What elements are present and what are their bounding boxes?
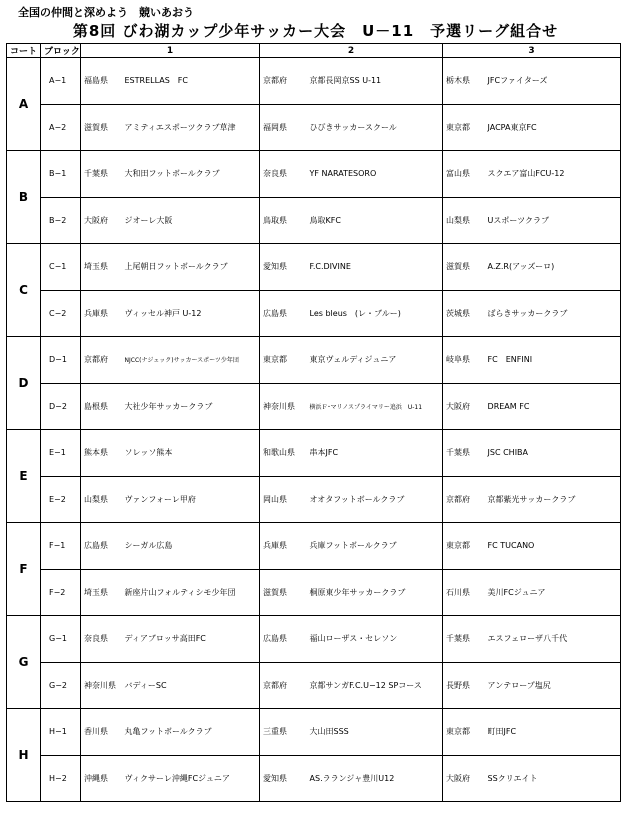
team-cell: シーガル広島 <box>122 523 260 570</box>
prefecture-cell: 京都府 <box>260 662 307 709</box>
prefecture-cell: 広島県 <box>260 616 307 663</box>
team-cell: SSクリエイト <box>485 755 621 802</box>
table-row <box>7 58 621 105</box>
prefecture-cell: 埼玉県 <box>81 244 122 291</box>
prefecture-cell: 奈良県 <box>260 151 307 198</box>
team-cell: ヴィクサーレ沖縄FCジュニア <box>122 755 260 802</box>
block-cell: H−1 <box>41 709 81 756</box>
team-cell: JFCファイターズ <box>485 58 621 105</box>
prefecture-cell: 沖縄県 <box>81 755 122 802</box>
team-cell: FC TUCANO <box>485 523 621 570</box>
team-cell: NJCC(ナジェック)サッカースポーツ少年団 <box>122 337 260 384</box>
team-cell: Uスポーツクラブ <box>485 197 621 244</box>
prefecture-cell: 大阪府 <box>443 383 485 430</box>
team-cell: 横浜Ｆ･マリノスプライマリー追浜 U-11 <box>307 383 443 430</box>
prefecture-cell: 香川県 <box>81 709 122 756</box>
table-row <box>7 476 621 523</box>
team-cell: Les bleus (レ・ブルー) <box>307 290 443 337</box>
prefecture-cell: 神奈川県 <box>260 383 307 430</box>
block-cell: B−2 <box>41 197 81 244</box>
court-label: C <box>7 244 41 337</box>
team-cell: 上尾朝日フットボールクラブ <box>122 244 260 291</box>
prefecture-cell: 愛知県 <box>260 755 307 802</box>
block-cell: C−2 <box>41 290 81 337</box>
prefecture-cell: 和歌山県 <box>260 430 307 477</box>
prefecture-cell: 大阪府 <box>443 755 485 802</box>
team-cell: 新座片山フォルティシモ少年団 <box>122 569 260 616</box>
court-label: F <box>7 523 41 616</box>
schedule-table <box>6 43 621 802</box>
table-row <box>7 244 621 291</box>
prefecture-cell: 東京都 <box>260 337 307 384</box>
team-cell: 京都長岡京SS U-11 <box>307 58 443 105</box>
block-cell: E−2 <box>41 476 81 523</box>
block-cell: B−1 <box>41 151 81 198</box>
team-cell: JSC CHIBA <box>485 430 621 477</box>
team-cell: アンテロープ塩尻 <box>485 662 621 709</box>
team-cell: JACPA東京FC <box>485 104 621 151</box>
prefecture-cell: 兵庫県 <box>260 523 307 570</box>
team-cell: FC ENFINI <box>485 337 621 384</box>
col-court-header: コート <box>7 44 41 58</box>
prefecture-cell: 石川県 <box>443 569 485 616</box>
team-cell: 桐原東少年サッカークラブ <box>307 569 443 616</box>
prefecture-cell: 大阪府 <box>81 197 122 244</box>
table-row <box>7 290 621 337</box>
team-cell: ジオーレ大阪 <box>122 197 260 244</box>
prefecture-cell: 千葉県 <box>81 151 122 198</box>
table-row <box>7 151 621 198</box>
court-label: E <box>7 430 41 523</box>
table-row <box>7 662 621 709</box>
prefecture-cell: 埼玉県 <box>81 569 122 616</box>
team-cell: 丸亀フットボールクラブ <box>122 709 260 756</box>
col-block-header: ブロック <box>41 44 81 58</box>
team-cell: 兵庫フットボールクラブ <box>307 523 443 570</box>
court-label: A <box>7 58 41 151</box>
table-row <box>7 616 621 663</box>
team-cell: アミティエスポーツクラブ草津 <box>122 104 260 151</box>
table-row <box>7 383 621 430</box>
team-cell: YF NARATESORO <box>307 151 443 198</box>
team-cell: スクエア富山FCU-12 <box>485 151 621 198</box>
prefecture-cell: 岐阜県 <box>443 337 485 384</box>
col-1-header: 1 <box>81 44 260 58</box>
prefecture-cell: 愛知県 <box>260 244 307 291</box>
col-2-header: 2 <box>260 44 443 58</box>
team-cell: オオタフットボールクラブ <box>307 476 443 523</box>
table-row <box>7 104 621 151</box>
prefecture-cell: 茨城県 <box>443 290 485 337</box>
team-cell: F.C.DIVINE <box>307 244 443 291</box>
prefecture-cell: 京都府 <box>81 337 122 384</box>
prefecture-cell: 神奈川県 <box>81 662 122 709</box>
block-cell: F−1 <box>41 523 81 570</box>
prefecture-cell: 福岡県 <box>260 104 307 151</box>
prefecture-cell: 滋賀県 <box>443 244 485 291</box>
prefecture-cell: 兵庫県 <box>81 290 122 337</box>
prefecture-cell: 東京都 <box>443 709 485 756</box>
prefecture-cell: 東京都 <box>443 104 485 151</box>
block-cell: C−1 <box>41 244 81 291</box>
table-row <box>7 569 621 616</box>
block-cell: D−1 <box>41 337 81 384</box>
block-cell: F−2 <box>41 569 81 616</box>
prefecture-cell: 島根県 <box>81 383 122 430</box>
team-cell: ばらきサッカークラブ <box>485 290 621 337</box>
prefecture-cell: 広島県 <box>81 523 122 570</box>
prefecture-cell: 奈良県 <box>81 616 122 663</box>
table-row <box>7 337 621 384</box>
prefecture-cell: 滋賀県 <box>81 104 122 151</box>
prefecture-cell: 千葉県 <box>443 616 485 663</box>
court-label: G <box>7 616 41 709</box>
block-cell: D−2 <box>41 383 81 430</box>
court-label: D <box>7 337 41 430</box>
team-cell: 鳥取KFC <box>307 197 443 244</box>
slogan: 全国の仲間と深めよう 競いあおう <box>18 6 194 19</box>
prefecture-cell: 熊本県 <box>81 430 122 477</box>
team-cell: 大社少年サッカークラブ <box>122 383 260 430</box>
team-cell: 京都紫光サッカークラブ <box>485 476 621 523</box>
prefecture-cell: 福島県 <box>81 58 122 105</box>
table-row <box>7 709 621 756</box>
prefecture-cell: 京都府 <box>443 476 485 523</box>
table-row <box>7 197 621 244</box>
team-cell: 京都サンガF.C.U−12 SPコース <box>307 662 443 709</box>
team-cell: バディーSC <box>122 662 260 709</box>
prefecture-cell: 富山県 <box>443 151 485 198</box>
court-label: B <box>7 151 41 244</box>
col-3-header: 3 <box>443 44 621 58</box>
prefecture-cell: 山梨県 <box>81 476 122 523</box>
prefecture-cell: 京都府 <box>260 58 307 105</box>
block-cell: E−1 <box>41 430 81 477</box>
team-cell: A.Z.R(アッズーロ) <box>485 244 621 291</box>
block-cell: A−1 <box>41 58 81 105</box>
team-cell: ESTRELLAS FC <box>122 58 260 105</box>
prefecture-cell: 三重県 <box>260 709 307 756</box>
team-cell: ひびきサッカースクール <box>307 104 443 151</box>
team-cell: ディアブロッサ高田FC <box>122 616 260 663</box>
prefecture-cell: 栃木県 <box>443 58 485 105</box>
team-cell: 福山ローザス・セレソン <box>307 616 443 663</box>
table-body <box>7 58 621 802</box>
table-header-row <box>7 44 621 58</box>
court-label: H <box>7 709 41 802</box>
team-cell: 東京ヴェルディジュニア <box>307 337 443 384</box>
team-cell: 大和田フットボールクラブ <box>122 151 260 198</box>
team-cell: DREAM FC <box>485 383 621 430</box>
team-cell: AS.ラランジャ豊川U12 <box>307 755 443 802</box>
prefecture-cell: 岡山県 <box>260 476 307 523</box>
table-row <box>7 430 621 477</box>
team-cell: ヴァンフォーレ甲府 <box>122 476 260 523</box>
prefecture-cell: 東京都 <box>443 523 485 570</box>
block-cell: G−1 <box>41 616 81 663</box>
team-cell: 町田JFC <box>485 709 621 756</box>
team-cell: 大山田SSS <box>307 709 443 756</box>
prefecture-cell: 広島県 <box>260 290 307 337</box>
prefecture-cell: 滋賀県 <box>260 569 307 616</box>
team-cell: エスフェローザ八千代 <box>485 616 621 663</box>
prefecture-cell: 長野県 <box>443 662 485 709</box>
table-row <box>7 523 621 570</box>
team-cell: 美川FCジュニア <box>485 569 621 616</box>
block-cell: A−2 <box>41 104 81 151</box>
block-cell: G−2 <box>41 662 81 709</box>
page-title: 第8回 びわ湖カップ少年サッカー大会 U－11 予選リーグ組合せ <box>72 22 559 40</box>
prefecture-cell: 千葉県 <box>443 430 485 477</box>
team-cell: 串本JFC <box>307 430 443 477</box>
table-row <box>7 755 621 802</box>
prefecture-cell: 鳥取県 <box>260 197 307 244</box>
block-cell: H−2 <box>41 755 81 802</box>
prefecture-cell: 山梨県 <box>443 197 485 244</box>
team-cell: ヴィッセル神戸 U-12 <box>122 290 260 337</box>
team-cell: ソレッソ熊本 <box>122 430 260 477</box>
